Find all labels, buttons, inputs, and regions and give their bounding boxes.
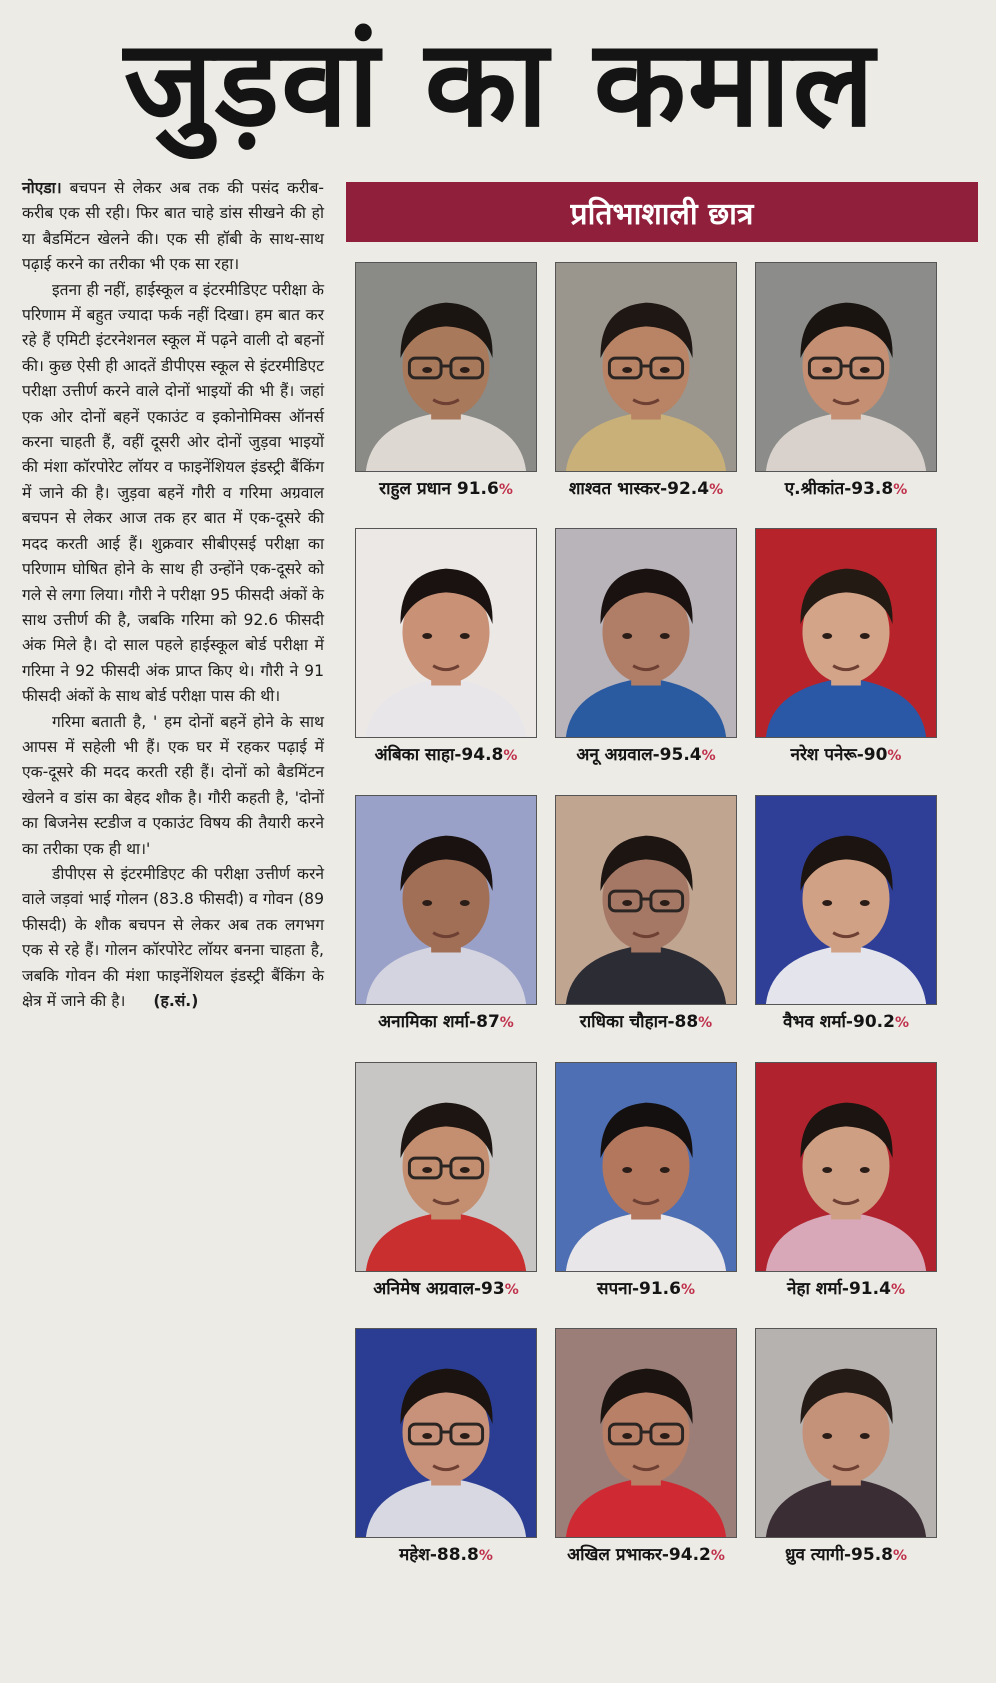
student-photo xyxy=(355,262,537,472)
student-caption xyxy=(745,1276,947,1302)
student-name-score: ध्रुव त्यागी-95.8 xyxy=(784,1545,893,1565)
portrait-illustration xyxy=(356,1063,536,1271)
percent-sign: % xyxy=(478,1548,493,1564)
student-name-score: शाश्वत भास्कर-92.4 xyxy=(568,479,710,499)
dateline: नोएडा। xyxy=(22,179,62,197)
article-paragraph-2: इतना ही नहीं, हाईस्कूल व इंटरमीडिएट परीक्षा के परिणाम में बहुत ज्यादा फर्क नहीं दिखा। हम बात कर रहे हैं एमिटी इंटरनेशनल स्कूल में पढ़ने वाली दो बहनों की। कुछ ऐसी ही आदतें डीपीएस स्कूल से इंटरमीडिएट परीक्षा उत्तीर्ण करने वाले दोनों भाइयों की भी हैं। जहां एक ओर दोनों बहनें एकाउंट व इकोनोमिक्स ऑनर्स करना चाहती हैं, वहीं दूसरी ओर दोनों जुड़वा भाइयों की मंशा कॉरपोरेट लॉयर व फाइनेंशियल इंडस्ट्री बैंकिंग में जाने की है। जुड़वा बहनें गौरी व गरिमा अग्रवाल बचपन से लेकर आज तक हर बात में एक-दूसरे की मदद करती आई हैं। शुक्रवार सीबीएसई परीक्षा का परिणाम घोषित होने के साथ ही उन्होंने एक-दूसरे को गले से लगा लिया। गौरी ने परीक्षा 95 फीसदी अंकों के साथ उत्तीर्ण की है, जबकि गरिमा को 92.6 फीसदी अंक मिले है। दो साल पहले हाईस्कूल बोर्ड परीक्षा में गरिमा ने 92 फीसदी अंक प्राप्त किए थे। गौरी ने 91 फीसदी अंकों के साथ बोर्ड परीक्षा पास की थी। xyxy=(22,280,324,706)
student-caption xyxy=(745,1009,947,1035)
student-photo xyxy=(355,528,537,738)
percent-sign: % xyxy=(709,482,724,498)
student-card xyxy=(351,795,541,1033)
student-card xyxy=(351,1328,541,1566)
portrait-illustration xyxy=(756,263,936,471)
student-caption xyxy=(545,1009,747,1035)
student-card xyxy=(551,795,741,1033)
percent-sign: % xyxy=(710,1548,725,1564)
student-photo xyxy=(555,262,737,472)
portrait-illustration xyxy=(356,796,536,1004)
student-card xyxy=(751,262,941,500)
article-paragraph-4 xyxy=(22,862,324,1014)
paragraph-text: डीपीएस से इंटरमीडिएट की परीक्षा उत्तीर्ण करने वाले जड़वां भाई गोलन (83.8 फीसदी) व गोवन (89 फीसदी) के शौक बचपन से लेकर अब तक लगभग एक से रहे हैं। गोलन कॉरपोरेट लॉयर बनना चाहता है, जबकि गोवन की मंशा फाइनेंशियल इंडस्ट्री बैंकिंग के क्षेत्र में जाने की है। xyxy=(22,864,324,1010)
byline: (ह.सं.) xyxy=(153,992,199,1010)
student-photo-grid xyxy=(351,262,981,1662)
percent-sign: % xyxy=(701,748,716,764)
percent-sign: % xyxy=(698,1015,713,1031)
student-name-score: अनिमेष अग्रवाल-93 xyxy=(373,1279,505,1299)
student-photo xyxy=(755,1062,937,1272)
portrait-illustration xyxy=(756,529,936,737)
student-name-score: सपना-91.6 xyxy=(596,1279,681,1299)
student-caption xyxy=(545,742,747,768)
paragraph-text: बचपन से लेकर अब तक की पसंद करीब-करीब एक सी रही। फिर बात चाहे डांस सीखने की हो या बैडमिंटन खेलने की। एक सी हॉबी के साथ-साथ पढ़ाई करने का तरीका भी एक सा रहा। xyxy=(22,179,324,274)
portrait-illustration xyxy=(756,796,936,1004)
student-card xyxy=(751,1062,941,1300)
student-name-score: वैभव शर्मा-90.2 xyxy=(783,1012,895,1032)
percent-sign: % xyxy=(499,1015,514,1031)
student-caption xyxy=(345,476,547,502)
student-caption xyxy=(345,1276,547,1302)
student-photo xyxy=(555,1328,737,1538)
student-caption xyxy=(345,1009,547,1035)
portrait-illustration xyxy=(356,529,536,737)
article-paragraph-3: गरिमा बताती है, ' हम दोनों बहनें होने के साथ आपस में सहेली भी हैं। एक घर में रहकर पढ़ाई में एक-दूसरे की मदद करती रही हैं। दोनों को बैडमिंटन खेलने व डांस का बेहद शौक है। गौरी कहती है, 'दोनों का बिजनेस स्टडीज व एकाउंट विषय की तैयारी करने का तरीका एक ही था।' xyxy=(22,712,324,858)
student-card xyxy=(551,262,741,500)
percent-sign: % xyxy=(504,1282,519,1298)
student-caption xyxy=(545,476,747,502)
portrait-illustration xyxy=(756,1063,936,1271)
student-name-score: राधिका चौहान-88 xyxy=(579,1012,699,1032)
percent-sign: % xyxy=(890,1282,905,1298)
portrait-illustration xyxy=(356,1329,536,1537)
student-card xyxy=(351,262,541,500)
portrait-illustration xyxy=(556,263,736,471)
student-name-score: अंबिका साहा-94.8 xyxy=(374,745,504,765)
student-photo xyxy=(755,528,937,738)
percent-sign: % xyxy=(893,482,908,498)
portrait-illustration xyxy=(556,529,736,737)
student-caption xyxy=(745,1542,947,1568)
student-name-score: ए.श्रीकांत-93.8 xyxy=(784,479,894,499)
student-name-score: नेहा शर्मा-91.4 xyxy=(787,1279,891,1299)
student-caption xyxy=(345,1542,547,1568)
portrait-illustration xyxy=(756,1329,936,1537)
student-name-score: अनामिका शर्मा-87 xyxy=(378,1012,500,1032)
student-card xyxy=(351,528,541,766)
percent-sign: % xyxy=(503,748,518,764)
student-caption xyxy=(745,476,947,502)
section-banner xyxy=(346,182,978,242)
student-name-score: महेश-88.8 xyxy=(399,1545,479,1565)
portrait-illustration xyxy=(556,796,736,1004)
student-card xyxy=(551,1328,741,1566)
article-body xyxy=(22,176,324,1676)
student-name-score: अखिल प्रभाकर-94.2 xyxy=(567,1545,711,1565)
student-caption xyxy=(545,1276,747,1302)
student-photo xyxy=(355,795,537,1005)
portrait-illustration xyxy=(556,1329,736,1537)
student-card xyxy=(751,528,941,766)
student-name-score: राहुल प्रधान 91.6 xyxy=(379,479,499,499)
student-photo xyxy=(755,1328,937,1538)
percent-sign: % xyxy=(892,1548,908,1564)
student-photo xyxy=(755,795,937,1005)
student-card xyxy=(751,1328,941,1566)
student-photo xyxy=(355,1062,537,1272)
percent-sign: % xyxy=(498,482,513,498)
student-card xyxy=(351,1062,541,1300)
banner-title: प्रतिभाशाली छात्र xyxy=(570,196,754,232)
student-card xyxy=(551,528,741,766)
portrait-illustration xyxy=(556,1063,736,1271)
student-name-score: नरेश पनेरू-90 xyxy=(790,745,888,765)
student-photo xyxy=(555,1062,737,1272)
percent-sign: % xyxy=(680,1282,696,1298)
headline: जुड़वां का कमाल xyxy=(123,15,877,154)
student-photo xyxy=(355,1328,537,1538)
percent-sign: % xyxy=(887,748,902,764)
student-card xyxy=(751,795,941,1033)
student-photo xyxy=(555,528,737,738)
percent-sign: % xyxy=(894,1015,909,1031)
student-caption xyxy=(345,742,547,768)
student-name-score: अनू अग्रवाल-95.4 xyxy=(576,745,702,765)
student-card xyxy=(551,1062,741,1300)
article-paragraph-1 xyxy=(22,176,324,278)
student-photo xyxy=(755,262,937,472)
portrait-illustration xyxy=(356,263,536,471)
student-caption xyxy=(745,742,947,768)
student-caption xyxy=(545,1542,747,1568)
student-photo xyxy=(555,795,737,1005)
